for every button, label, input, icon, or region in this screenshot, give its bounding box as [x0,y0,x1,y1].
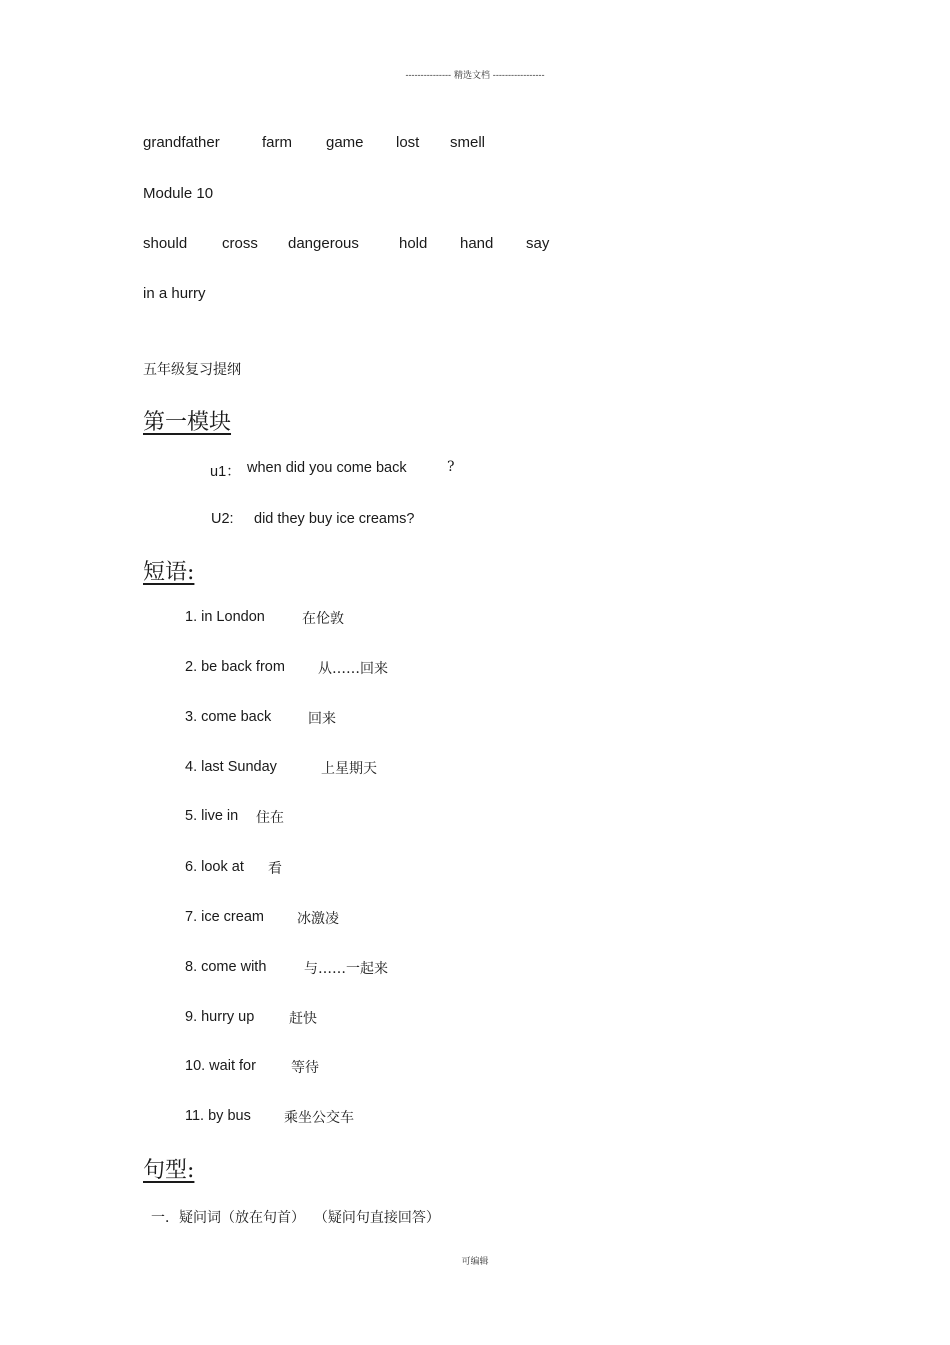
unit-label: U2: [211,511,234,527]
unit-mark: ? [447,459,455,475]
vocab-word: dangerous [288,235,359,252]
unit-text: did they buy ice creams? [254,511,415,527]
phrase-cn: 赶快 [289,1011,317,1027]
module-label: Module 10 [143,185,214,202]
phrase-cn: 看 [268,861,282,877]
phrase-cn: 与……一起来 [304,961,388,977]
unit-text: when did you come back [247,460,407,476]
unit-label: u1： [210,464,241,480]
phrase-cn: 乘坐公交车 [284,1110,354,1126]
vocab-word: cross [222,235,258,252]
vocab-word: lost [396,134,420,151]
vocab-word: hand [460,235,494,252]
phrase-en: 11. by bus [185,1108,251,1124]
phrase-cn: 住在 [256,810,284,826]
phrases-heading: 短语: [143,560,195,585]
phrase-en: 7. ice cream [185,909,264,925]
vocab-word: hold [399,235,428,252]
phrase-en: 2. be back from [185,659,285,675]
phrase-cn: 等待 [291,1060,319,1076]
phrase-cn: 从……回来 [318,661,388,677]
vocab-word: say [526,235,550,252]
phrase-cn: 上星期天 [321,761,377,777]
page-footer: 可编辑 [461,1257,489,1267]
phrase-cn: 回来 [308,711,336,727]
phrase-en: 1. in London [185,609,265,625]
outline-title: 五年级复习提纲 [143,362,241,378]
phrase-en: 9. hurry up [185,1009,255,1025]
phrase-en: 4. last Sunday [185,759,277,775]
sentences-heading: 句型: [143,1158,195,1183]
module-heading: 第一模块 [143,410,232,435]
phrase-en: 5. live in [185,808,239,824]
phrase-line: in a hurry [143,285,206,302]
page-header: --------------- 精选文档 ----------------- [405,71,545,81]
phrase-en: 3. come back [185,709,272,725]
vocab-word: should [143,235,188,252]
vocab-word: smell [450,134,486,151]
vocab-word: game [326,134,364,151]
sentence-note: 一．疑问词（放在句首） （疑问句直接回答） [151,1210,440,1226]
vocab-word: farm [262,134,292,151]
phrase-en: 10. wait for [185,1058,256,1074]
phrase-en: 6. look at [185,859,244,875]
phrase-cn: 在伦敦 [302,611,344,627]
phrase-en: 8. come with [185,959,267,975]
phrase-cn: 冰激凌 [297,911,339,927]
vocab-word: grandfather [143,134,220,151]
